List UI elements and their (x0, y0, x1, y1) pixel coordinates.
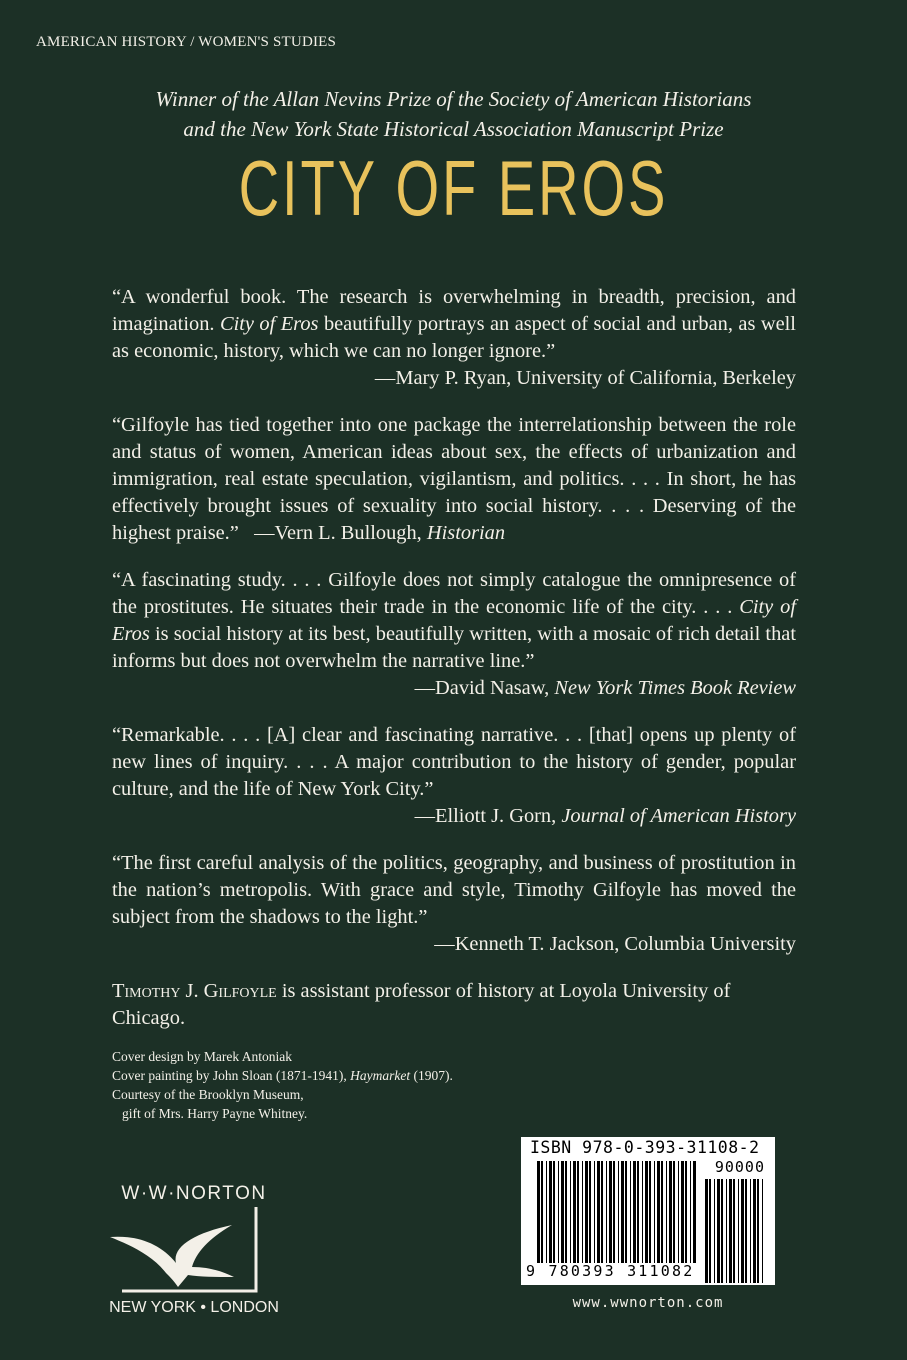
barcode-bar (577, 1161, 579, 1263)
barcode-bar (654, 1161, 655, 1263)
gift-credit: gift of Mrs. Harry Payne Whitney. (122, 1106, 308, 1121)
publisher-name: W·W·NORTON (121, 1183, 267, 1204)
author-bio: Timothy J. Gilfoyle is assistant professor of history at Loyola University of Chicago. (112, 980, 731, 1029)
barcode-bar (681, 1161, 684, 1263)
barcode-bar (750, 1179, 751, 1283)
review-attribution: —Elliott J. Gorn, Journal of American History (414, 805, 796, 827)
barcode-bar (541, 1161, 543, 1263)
barcode-bar (585, 1161, 588, 1263)
review-quote-5 (112, 850, 796, 958)
review-quote-4 (112, 722, 796, 830)
review-quotes (112, 284, 796, 1032)
barcode-bar (597, 1161, 600, 1263)
review-text: “Remarkable. . . . [A] clear and fascinating narrative. . . [that] opens up plenty of new lines of inquiry. . . . A major contribution to the history of gender, popular culture, and the life of New York City.” (112, 724, 796, 800)
barcode-bar (561, 1161, 564, 1263)
barcode-bar (570, 1161, 571, 1263)
publisher-website: www.wwnorton.com (572, 1295, 724, 1311)
barcode-bar (594, 1161, 595, 1263)
prize-statement (0, 84, 907, 144)
barcode-bar (657, 1161, 660, 1263)
barcode-bar (709, 1179, 711, 1283)
barcode-bar (666, 1161, 667, 1263)
barcode-bar (609, 1161, 612, 1263)
review-attribution: —Vern L. Bullough, Historian (254, 522, 506, 544)
barcode-bar (733, 1179, 735, 1283)
barcode-bar (717, 1179, 720, 1283)
price-code: 90000 (714, 1158, 765, 1176)
barcode-bar (589, 1161, 591, 1263)
courtesy-credit: Courtesy of the Brooklyn Museum, (112, 1087, 304, 1102)
barcode-bar (645, 1161, 648, 1263)
design-credit: Cover design by Marek Antoniak (112, 1049, 292, 1064)
barcode-bar (678, 1161, 679, 1263)
author-name: Timothy J. Gilfoyle (112, 980, 277, 1002)
review-text: “Gilfoyle has tied together into one package the interrelationship between the role and status of women, American ideas about sex, the effects of urbanization and immigration, real estate speculation, vigilantism, and politics. . . . In short, he has effectively brought issues of sexuality into social history. . . . Deserving of the highest praise.” —Vern L. Bullough, Historian (112, 414, 796, 544)
isbn-number: ISBN 978-0-393-31108-2 (530, 1138, 760, 1157)
barcode-bar (618, 1161, 619, 1263)
barcode-bar (693, 1161, 696, 1263)
barcode-bar (637, 1161, 639, 1263)
barcode-bar (642, 1161, 643, 1263)
barcode-bar (649, 1161, 651, 1263)
barcode-bar (753, 1179, 756, 1283)
barcode-bar (690, 1161, 691, 1263)
barcode-bar (558, 1161, 559, 1263)
review-attribution: —David Nasaw, New York Times Book Review (414, 677, 796, 699)
barcode-bar (673, 1161, 675, 1263)
barcode-bar (553, 1161, 555, 1263)
barcode-bar (705, 1179, 708, 1283)
book-title-ref: City of Eros (112, 596, 796, 645)
prize-line-1: Winner of the Allan Nevins Prize of the Society of American Historians (155, 87, 752, 111)
publisher-cities: NEW YORK • LONDON (109, 1299, 279, 1316)
review-text: “The first careful analysis of the politics, geography, and business of prostitution in the nation’s metropolis. With grace and style, Timothy Gilfoyle has moved the subject from the shadows to the light.” (112, 852, 796, 928)
barcode-bar (669, 1161, 672, 1263)
barcode-bar (721, 1179, 723, 1283)
review-text: “A wonderful book. The research is overwhelming in breadth, precision, and imagination. City of Eros beautifully portrays an aspect of social and urban, as well as economic, history, which we can no longer ignore.” (112, 286, 796, 362)
barcode-bar (621, 1161, 624, 1263)
review-quote-1 (112, 284, 796, 392)
review-attribution: —Mary P. Ryan, University of California, Berkeley (374, 367, 796, 389)
barcode-bar (565, 1161, 567, 1263)
publisher-logo (108, 1183, 288, 1317)
prize-line-2: and the New York State Historical Association Manuscript Prize (183, 117, 724, 141)
review-quote-2 (112, 412, 796, 547)
barcode-bar (601, 1161, 603, 1263)
barcode-bar (745, 1179, 747, 1283)
barcode-bar (606, 1161, 607, 1263)
barcode-bar (714, 1179, 715, 1283)
barcode-bar (741, 1179, 744, 1283)
barcode-bar (762, 1179, 763, 1283)
barcode-bar (738, 1179, 739, 1283)
book-title: CITY OF EROS (238, 144, 669, 232)
barcode-bar (549, 1161, 552, 1263)
barcode-bar (726, 1179, 727, 1283)
review-text: “A fascinating study. . . . Gilfoyle does not simply catalogue the omnipresence of the prostitutes. He situates their trade in the economic life of the city. . . . City of Eros is social history at its best, beautifully written, with a mosaic of rich detail that informs but does not overwhelm the narrative line.” (112, 569, 796, 672)
cover-credits (112, 1047, 453, 1123)
barcode-bar (546, 1161, 547, 1263)
painting-credit: Cover painting by John Sloan (1871-1941), Haymarket (1907). (112, 1068, 453, 1083)
isbn-barcode (521, 1137, 775, 1285)
book-title-ref: City of Eros (219, 313, 319, 335)
review-attribution: —Kenneth T. Jackson, Columbia University (434, 933, 796, 955)
barcode-bar (537, 1161, 540, 1263)
barcode-bar (625, 1161, 627, 1263)
category-label: AMERICAN HISTORY / WOMEN'S STUDIES (36, 34, 337, 50)
barcode-bar (613, 1161, 615, 1263)
barcode-bar (582, 1161, 583, 1263)
barcode-bar (573, 1161, 576, 1263)
barcode-bar (661, 1161, 663, 1263)
barcode-bar (633, 1161, 636, 1263)
barcode-bar (729, 1179, 732, 1283)
review-quote-3 (112, 567, 796, 702)
barcode-bar (685, 1161, 687, 1263)
seagull-icon (108, 1207, 268, 1295)
barcode-bar (757, 1179, 759, 1283)
barcode-bar (630, 1161, 631, 1263)
ean-digits: 9 780393 311082 (526, 1262, 695, 1280)
